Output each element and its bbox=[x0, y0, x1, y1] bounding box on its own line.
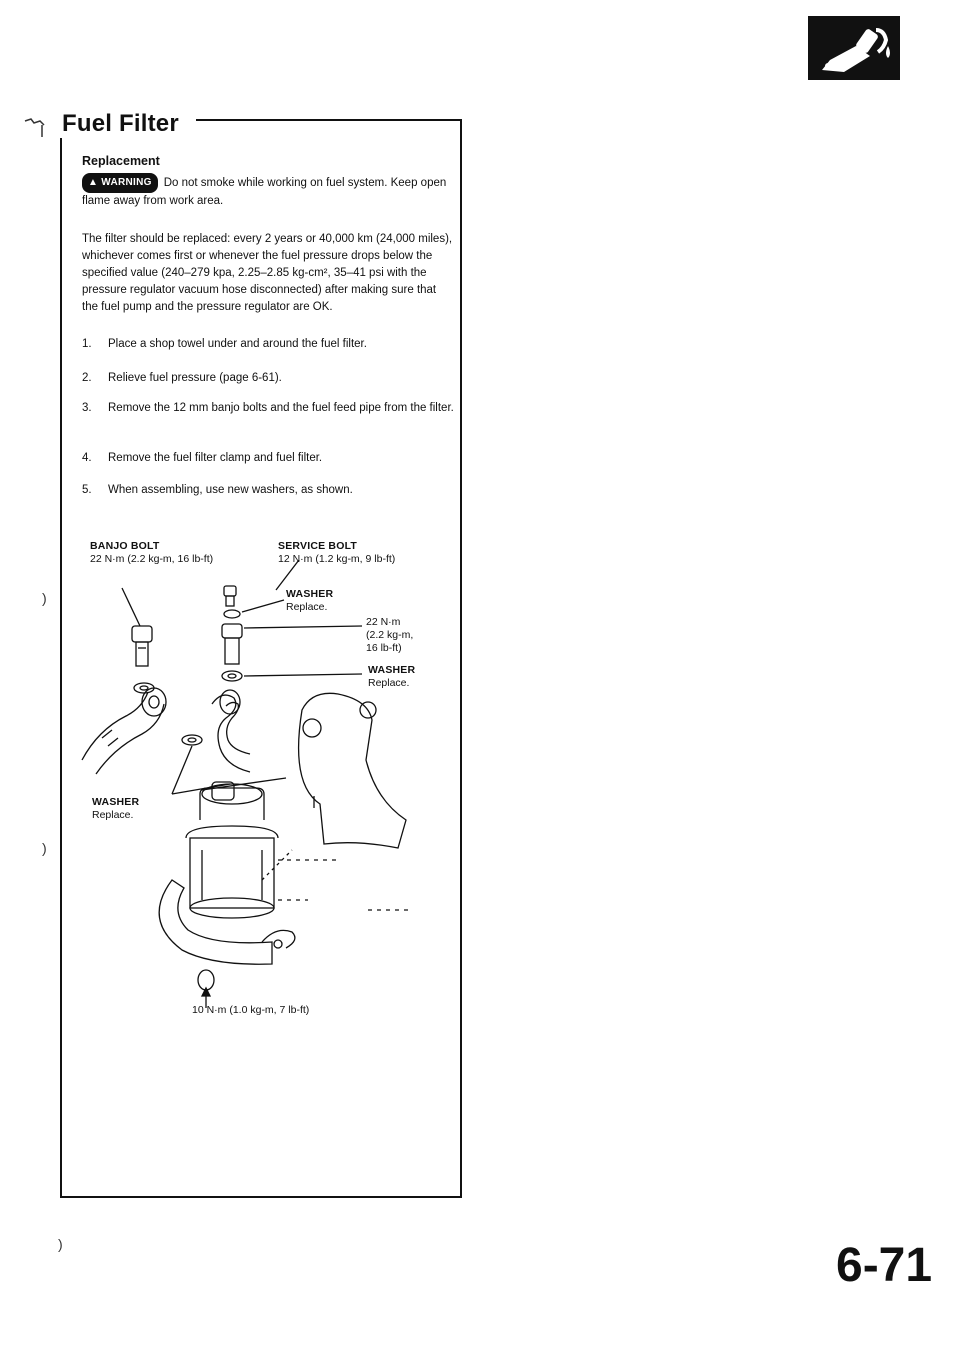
mounting-bracket-drawing bbox=[299, 693, 406, 848]
page-number: 6-71 bbox=[836, 1239, 933, 1292]
step-number: 1. bbox=[82, 338, 92, 350]
step-item bbox=[82, 370, 462, 386]
step-text: When assembling, use new washers, as shown. bbox=[108, 484, 353, 496]
margin-bracket-mark: ) bbox=[42, 590, 47, 606]
callout-title: WASHER bbox=[92, 796, 140, 808]
warning-badge: ▲ WARNING bbox=[82, 173, 158, 193]
warning-label: WARNING bbox=[101, 177, 152, 188]
fuel-pipe-drawing bbox=[82, 688, 166, 774]
callout-title: WASHER bbox=[368, 664, 416, 676]
callout-spec: 10 N·m (1.0 kg-m, 7 lb-ft) bbox=[192, 1004, 310, 1016]
frame-right-border bbox=[460, 119, 462, 1198]
callout-title: BANJO BOLT bbox=[90, 540, 160, 552]
frame-bottom-border bbox=[60, 1196, 462, 1198]
step-number: 4. bbox=[82, 452, 92, 464]
step-item bbox=[82, 450, 462, 466]
step-number: 3. bbox=[82, 402, 92, 414]
banjo-bolt-left-drawing bbox=[132, 626, 152, 666]
step-number: 2. bbox=[82, 372, 92, 384]
step-item bbox=[82, 482, 462, 498]
page-title: Fuel Filter bbox=[62, 110, 179, 137]
fuel-filter-diagram bbox=[62, 560, 460, 1020]
step-text: Remove the fuel filter clamp and fuel filter. bbox=[108, 452, 323, 464]
section-heading: Replacement bbox=[82, 154, 160, 168]
step-item bbox=[82, 336, 462, 352]
margin-bracket-mark: ) bbox=[58, 1236, 63, 1252]
callout-line: 22 N·m bbox=[366, 616, 401, 628]
margin-bracket-mark: ) bbox=[42, 840, 47, 856]
service-bolt-drawing bbox=[224, 586, 236, 606]
fuel-filter-drawing bbox=[186, 782, 278, 918]
callout-spec: 22 N·m (2.2 kg-m, 16 lb-ft) bbox=[90, 553, 214, 565]
callout-title: WASHER bbox=[286, 588, 334, 600]
callout-title: SERVICE BOLT bbox=[278, 540, 358, 552]
callout-spec: 12 N·m (1.2 kg-m, 9 lb-ft) bbox=[278, 553, 396, 565]
step-number: 5. bbox=[82, 484, 92, 496]
callout-note: Replace. bbox=[368, 677, 410, 689]
step-text: Relieve fuel pressure (page 6-61). bbox=[108, 372, 282, 384]
page-title-row bbox=[22, 104, 179, 144]
title-bracket-icon bbox=[22, 109, 52, 139]
warning-text: Do not smoke while working on fuel system. Keep open flame away from work area. bbox=[82, 177, 447, 207]
step-item bbox=[82, 400, 462, 416]
fuel-nozzle-icon bbox=[808, 16, 900, 80]
callout-note: Replace. bbox=[92, 809, 134, 821]
step-text: Place a shop towel under and around the fuel filter. bbox=[108, 338, 367, 350]
intro-paragraph: The filter should be replaced: every 2 years or 40,000 km (24,000 miles), whichever comes first or whenever the fuel pressure drops below the specified value (240–279 kpa, 2.25–2.85 kg-cm², 35–41 psi with the pressure regulator vacuum hose disconnected) after making sure that the fuel pump and the pressure regulator are OK. bbox=[82, 233, 453, 313]
callout-line: (2.2 kg-m, bbox=[366, 629, 414, 641]
title-rule bbox=[196, 119, 460, 121]
warning-block bbox=[82, 173, 454, 209]
step-text: Remove the 12 mm banjo bolts and the fuel feed pipe from the filter. bbox=[108, 402, 454, 414]
callout-note: Replace. bbox=[286, 601, 328, 613]
banjo-bolt-right-drawing bbox=[222, 624, 362, 664]
fuel-section-badge bbox=[808, 16, 900, 80]
leader-line bbox=[122, 588, 140, 626]
clamp-bolt-drawing bbox=[198, 970, 214, 1008]
callout-line: 16 lb-ft) bbox=[366, 642, 402, 654]
